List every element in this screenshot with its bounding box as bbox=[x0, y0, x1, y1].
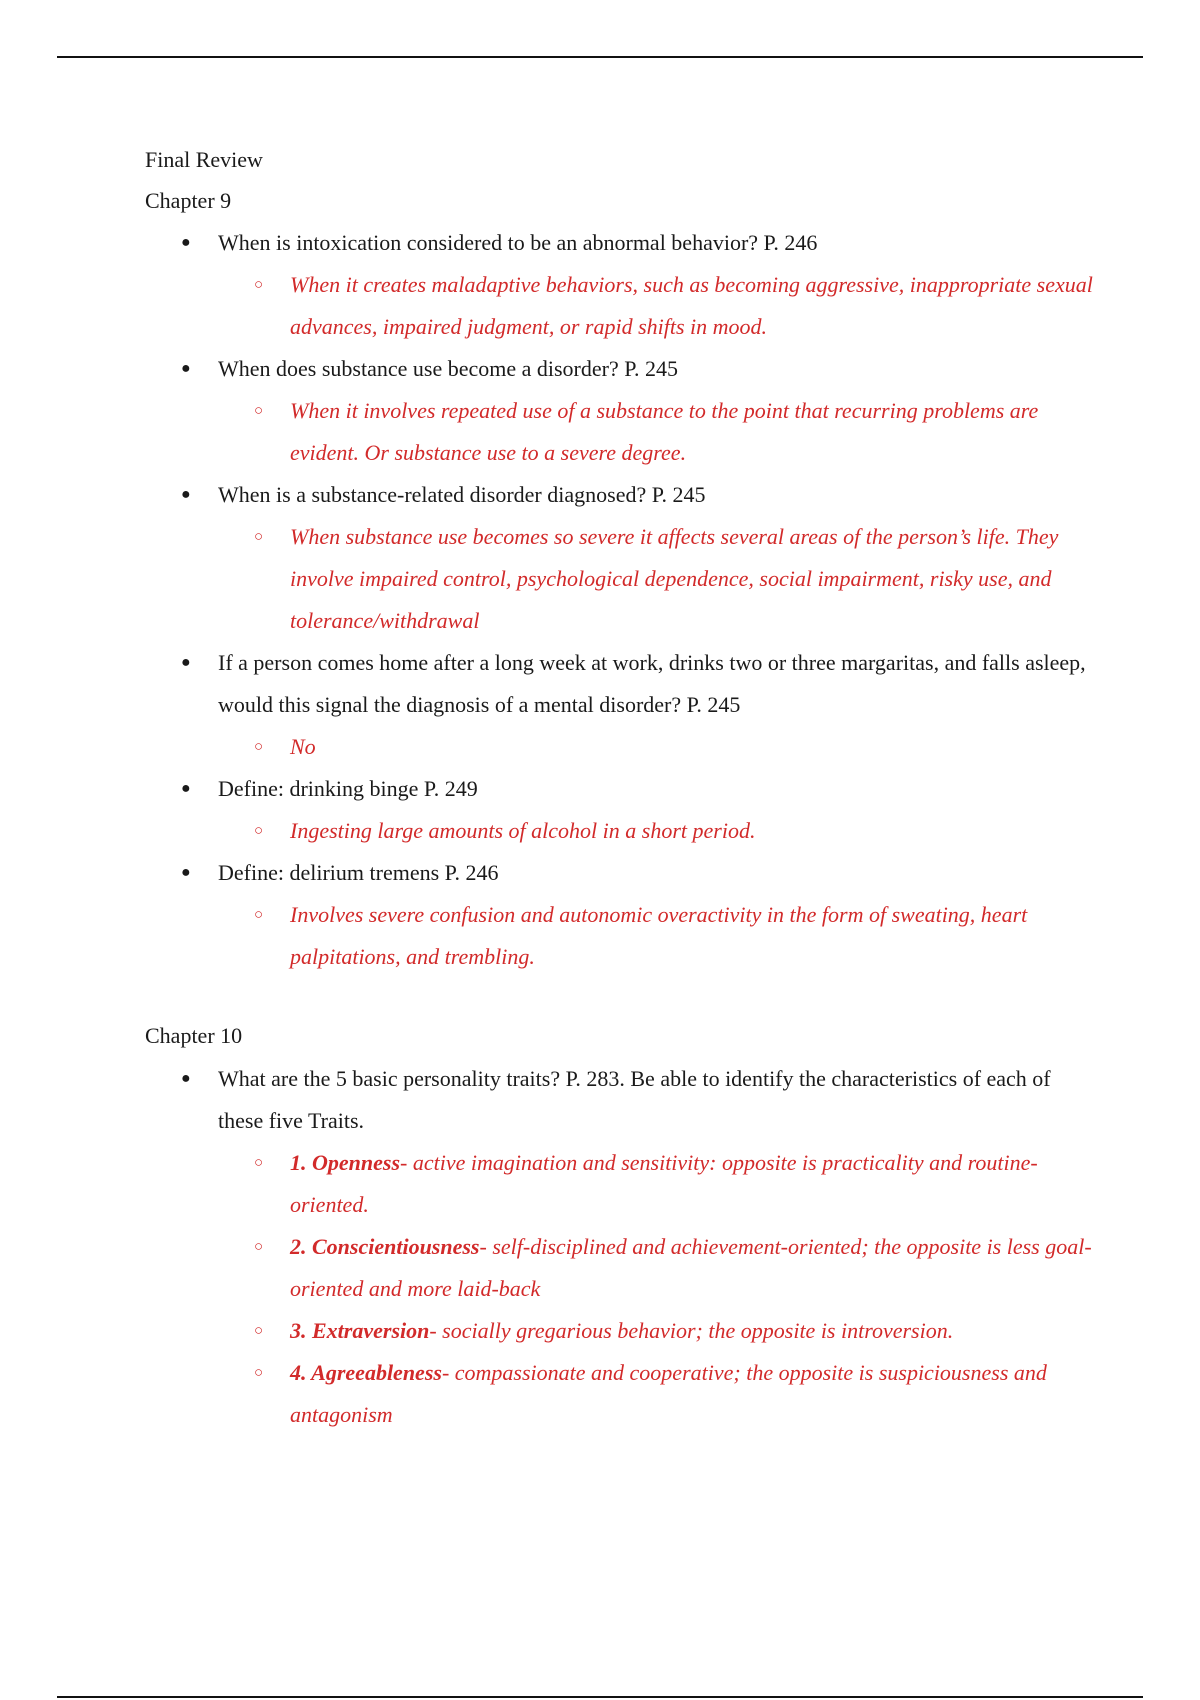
question-text: Define: delirium tremens P. 246 bbox=[218, 860, 499, 885]
list-item-question bbox=[181, 348, 1098, 390]
trait-description: - socially gregarious behavior; the opposite is introversion. bbox=[429, 1318, 954, 1343]
bullet-filled-icon: ● bbox=[181, 234, 191, 251]
list-item-answer bbox=[254, 390, 1110, 474]
bottom-divider bbox=[57, 1696, 1143, 1698]
answer-text: No bbox=[290, 734, 316, 759]
top-divider bbox=[57, 56, 1143, 58]
bullet-hollow-icon: ○ bbox=[254, 1239, 264, 1255]
answer-text: Ingesting large amounts of alcohol in a short period. bbox=[290, 818, 756, 843]
trait-item-agreeableness bbox=[254, 1352, 1110, 1436]
list-item-question bbox=[181, 768, 1098, 810]
bullet-filled-icon: ● bbox=[181, 864, 191, 881]
bullet-hollow-icon: ○ bbox=[254, 277, 264, 293]
bullet-hollow-icon: ○ bbox=[254, 1365, 264, 1381]
bullet-hollow-icon: ○ bbox=[254, 739, 264, 755]
trait-description: - compassionate and cooperative; the opposite is suspiciousness and antagonism bbox=[290, 1360, 1047, 1427]
question-text: When is a substance-related disorder diagnosed? P. 245 bbox=[218, 482, 706, 507]
answer-text: When substance use becomes so severe it affects several areas of the person’s life. They involve impaired control, psychological dependence, social impairment, risky use, and tolerance/withdrawal bbox=[290, 524, 1059, 633]
bullet-hollow-icon: ○ bbox=[254, 403, 264, 419]
bullet-hollow-icon: ○ bbox=[254, 907, 264, 923]
bullet-hollow-icon: ○ bbox=[254, 529, 264, 545]
trait-description: - active imagination and sensitivity: opposite is practicality and routine-oriented. bbox=[290, 1150, 1038, 1217]
question-text: What are the 5 basic personality traits? P. 283. Be able to identify the characteristics of each of these five Traits. bbox=[218, 1066, 1051, 1133]
bullet-filled-icon: ● bbox=[181, 486, 191, 503]
trait-item-extraversion bbox=[254, 1310, 1110, 1352]
bullet-filled-icon: ● bbox=[181, 360, 191, 377]
trait-item-openness bbox=[254, 1142, 1110, 1226]
trait-term: 1. Openness bbox=[290, 1150, 401, 1175]
answer-text: Involves severe confusion and autonomic overactivity in the form of sweating, heart palpitations, and trembling. bbox=[290, 902, 1028, 969]
list-item-question bbox=[181, 474, 1098, 516]
bullet-hollow-icon: ○ bbox=[254, 823, 264, 839]
trait-term: 2. Conscientiousness bbox=[290, 1234, 480, 1259]
list-item-question bbox=[181, 222, 1098, 264]
trait-item-conscientiousness bbox=[254, 1226, 1110, 1310]
list-item-answer bbox=[254, 810, 1110, 852]
bullet-filled-icon: ● bbox=[181, 780, 191, 797]
trait-description: - self-disciplined and achievement-oriented; the opposite is less goal-oriented and more laid-back bbox=[290, 1234, 1092, 1301]
bullet-hollow-icon: ○ bbox=[254, 1155, 264, 1171]
list-item-question bbox=[181, 1058, 1098, 1142]
question-text: When is intoxication considered to be an abnormal behavior? P. 246 bbox=[218, 230, 818, 255]
list-item-question bbox=[181, 642, 1098, 726]
list-item-answer bbox=[254, 264, 1110, 348]
list-item-question bbox=[181, 852, 1098, 894]
trait-term: 3. Extraversion bbox=[290, 1318, 430, 1343]
bullet-filled-icon: ● bbox=[181, 654, 191, 671]
question-text: When does substance use become a disorder? P. 245 bbox=[218, 356, 679, 381]
answer-text: When it creates maladaptive behaviors, such as becoming aggressive, inappropriate sexual advances, impaired judgment, or rapid shifts in mood. bbox=[290, 272, 1093, 339]
question-text: If a person comes home after a long week at work, drinks two or three margaritas, and falls asleep, would this signal the diagnosis of a mental disorder? P. 245 bbox=[218, 650, 1086, 717]
chapter-9-heading: Chapter 9 bbox=[145, 188, 232, 213]
answer-text: When it involves repeated use of a substance to the point that recurring problems are evident. Or substance use to a severe degree. bbox=[290, 398, 1039, 465]
trait-term: 4. Agreeableness bbox=[290, 1360, 442, 1385]
bullet-hollow-icon: ○ bbox=[254, 1323, 264, 1339]
list-item-answer bbox=[254, 894, 1110, 978]
list-item-answer bbox=[254, 726, 1110, 768]
question-text: Define: drinking binge P. 249 bbox=[218, 776, 478, 801]
bullet-filled-icon: ● bbox=[181, 1070, 191, 1087]
chapter-10-heading: Chapter 10 bbox=[145, 1023, 243, 1048]
document-title: Final Review bbox=[145, 147, 263, 172]
list-item-answer bbox=[254, 516, 1110, 642]
